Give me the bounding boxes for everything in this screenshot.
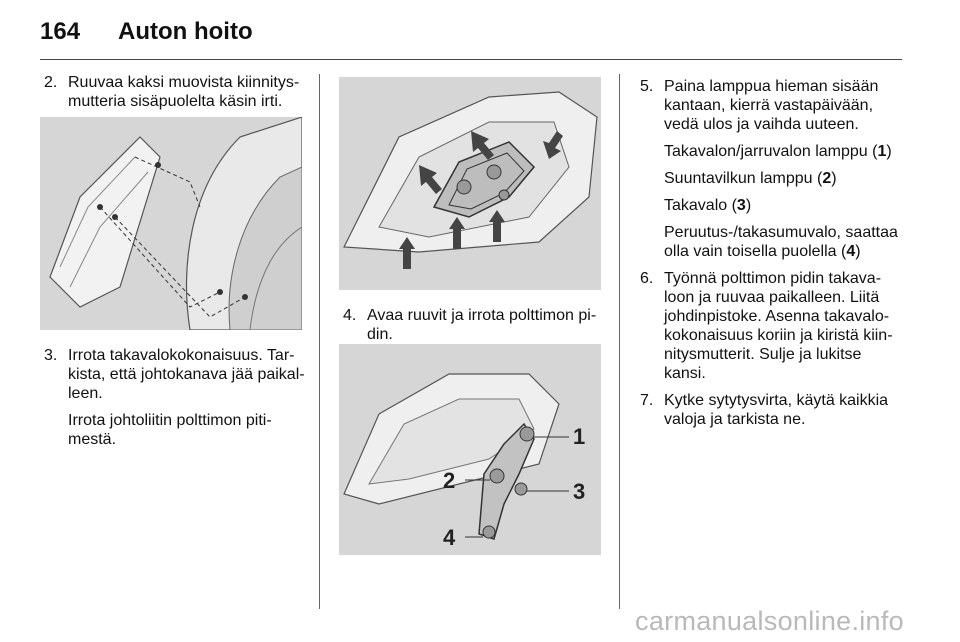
column-2-text <box>343 306 605 344</box>
bulb-tail: ) <box>886 143 892 160</box>
figure-bulb-positions <box>339 344 601 555</box>
column-3 <box>640 77 902 429</box>
step-text: Paina lamppua hieman sisään kantaan, kierrä vastapäivään, vedä ulos ja vaihda uuteen. <box>664 78 879 133</box>
step-5 <box>640 77 902 134</box>
step-2 <box>44 73 306 111</box>
bulb-item-3 <box>640 196 902 215</box>
step-3 <box>44 346 306 403</box>
bulb-item-4 <box>640 223 902 261</box>
illustration-taillight-rear <box>40 117 302 330</box>
figure-bulb-holder-arrows <box>339 77 601 290</box>
column-divider <box>319 74 320 609</box>
bulb-tail: ) <box>831 170 837 187</box>
column-1-lower <box>44 346 306 449</box>
step-number: 6. <box>640 270 654 287</box>
step-number: 4. <box>343 307 357 324</box>
step-text: Kytke sytytysvirta, käytä kaikkia valoja ja tarkista ne. <box>664 392 889 428</box>
step-number: 5. <box>640 78 654 95</box>
callout-1: 1 <box>573 424 586 449</box>
bulb-tail: ) <box>855 243 861 260</box>
step-text: Työnnä polttimon pidin takavaloon ja ruuvaa paikalleen. Liitä johdinpistoke. Asenna takavalokokonaisuus koriin ja kiristä kiinnitysmutterit. Sulje ja lukitse kansi. <box>664 270 893 382</box>
step-number: 7. <box>640 392 654 409</box>
bulb-ref: 3 <box>736 197 746 214</box>
bulb-label: Suuntavilkun lamppu ( <box>664 170 823 187</box>
step-text: Irrota takavalokokonaisuus. Tarkista, että johtokanava jää paikalleen. <box>68 347 305 402</box>
section-title: Auton hoito <box>118 18 253 45</box>
bulb-tail: ) <box>745 197 752 214</box>
step-text: Ruuvaa kaksi muovista kiinnitysmutteria sisäpuolelta käsin irti. <box>68 74 300 110</box>
step-number: 3. <box>44 347 58 364</box>
bulb-label: Takavalo ( <box>664 197 737 214</box>
step-text: Avaa ruuvit ja irrota polttimon pidin. <box>367 307 597 343</box>
step-6 <box>640 269 902 383</box>
bulb-label: Takavalon/jarruvalon lamppu ( <box>664 143 878 160</box>
callout-4: 4 <box>443 525 456 550</box>
callout-2: 2 <box>443 468 456 493</box>
bulb-ref: 1 <box>877 143 887 160</box>
step-7 <box>640 391 902 429</box>
bulb-ref: 2 <box>822 170 832 187</box>
step-3-note: Irrota johtoliitin polttimon pitimestä. <box>68 412 272 448</box>
column-divider <box>619 74 620 609</box>
header-rule <box>40 59 902 60</box>
step-number: 2. <box>44 74 58 91</box>
bulb-item-1 <box>640 142 902 161</box>
callout-3: 3 <box>573 479 586 504</box>
bulb-item-2 <box>640 169 902 188</box>
illustration-bulb-holder <box>339 77 601 290</box>
column-1 <box>44 73 306 111</box>
illustration-bulb-positions <box>339 344 601 555</box>
step-4 <box>343 306 605 344</box>
bulb-ref: 4 <box>846 243 856 260</box>
bulb-label: Peruutus-/takasumuvalo, saattaa olla vain toisella puolella ( <box>664 224 898 260</box>
page-number: 164 <box>40 18 81 45</box>
figure-taillight-nuts <box>40 117 302 330</box>
watermark: carmanualsonline.info <box>635 606 904 636</box>
